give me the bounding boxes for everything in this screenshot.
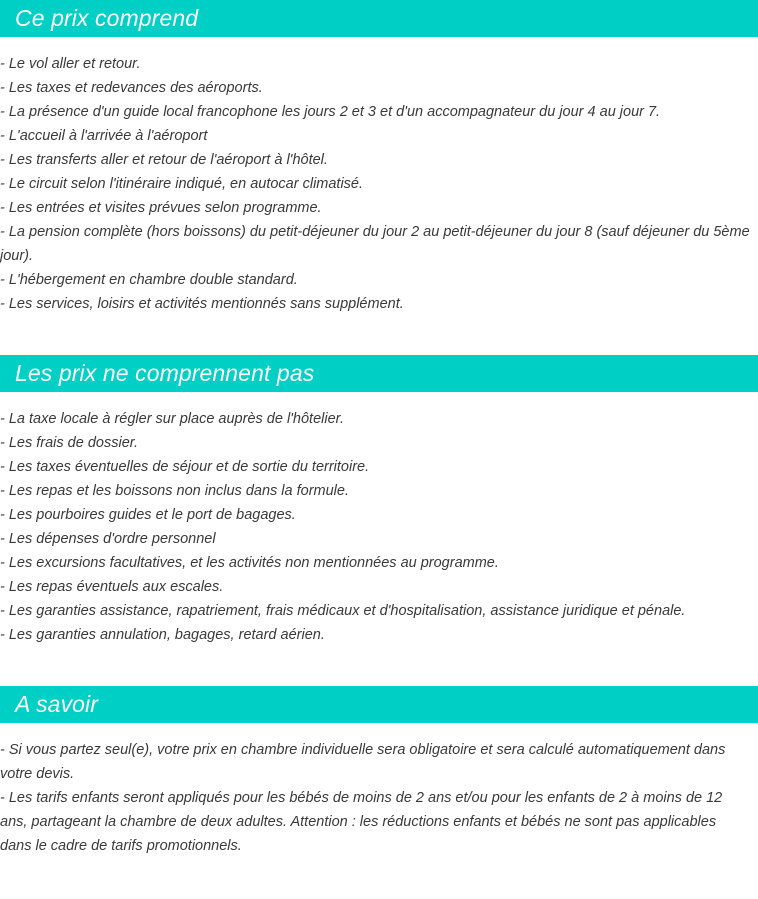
list-item: - Les taxes éventuelles de séjour et de sortie du territoire.	[0, 459, 370, 475]
list-item: - Les frais de dossier.	[0, 435, 139, 451]
list-item: - Les entrées et visites prévues selon programme.	[0, 200, 322, 216]
list-item: - Le vol aller et retour.	[0, 56, 141, 72]
list-item: - Les taxes et redevances des aéroports.	[0, 80, 263, 96]
section-header-know	[0, 686, 758, 723]
section-title-excludes: Les prix ne comprennent pas	[15, 360, 315, 386]
section-header-includes	[0, 0, 758, 37]
list-item: - Les pourboires guides et le port de bagages.	[0, 507, 296, 523]
list-item: - La taxe locale à régler sur place auprès de l'hôtelier.	[0, 411, 344, 427]
list-item: - Les transferts aller et retour de l'aéroport à l'hôtel.	[0, 152, 328, 168]
section-price-includes	[0, 0, 758, 316]
section-title-includes: Ce prix comprend	[15, 5, 199, 31]
list-includes	[0, 37, 758, 316]
list-item: - Les repas et les boissons non inclus dans la formule.	[0, 483, 349, 499]
section-title-know: A savoir	[15, 691, 99, 717]
list-item: - Les dépenses d'ordre personnel	[0, 531, 216, 547]
list-item: - Les garanties assistance, rapatriement, frais médicaux et d'hospitalisation, assistance juridique et pénale.	[0, 603, 686, 619]
list-item: - Les services, loisirs et activités mentionnés sans supplément.	[0, 296, 404, 312]
list-item: - Les tarifs enfants seront appliqués pour les bébés de moins de 2 ans et/ou pour les enfants de 2 à moins de 12 ans, partageant la chambre de deux adultes. Attention : les réductions enfants et bébés ne sont pas applicables dans le cadre de tarifs promotionnels.	[0, 790, 723, 854]
list-item: - La pension complète (hors boissons) du petit-déjeuner du jour 2 au petit-déjeuner du jour 8 (sauf déjeuner du 5ème jour).	[0, 224, 750, 264]
list-item: - L'hébergement en chambre double standard.	[0, 272, 298, 288]
section-header-excludes	[0, 355, 758, 392]
list-item: - Les garanties annulation, bagages, retard aérien.	[0, 627, 325, 643]
list-item: - La présence d'un guide local francophone les jours 2 et 3 et d'un accompagnateur du jour 4 au jour 7.	[0, 104, 661, 120]
list-item: - Le circuit selon l'itinéraire indiqué, en autocar climatisé.	[0, 176, 364, 192]
list-know	[0, 723, 758, 858]
list-excludes	[0, 392, 758, 647]
list-item: - L'accueil à l'arrivée à l'aéroport	[0, 128, 208, 144]
list-item: - Les excursions facultatives, et les activités non mentionnées au programme.	[0, 555, 499, 571]
list-item: - Si vous partez seul(e), votre prix en chambre individuelle sera obligatoire et sera calculé automatiquement dans votre devis.	[0, 742, 726, 782]
section-good-to-know	[0, 686, 758, 858]
section-price-excludes	[0, 355, 758, 647]
list-item: - Les repas éventuels aux escales.	[0, 579, 224, 595]
